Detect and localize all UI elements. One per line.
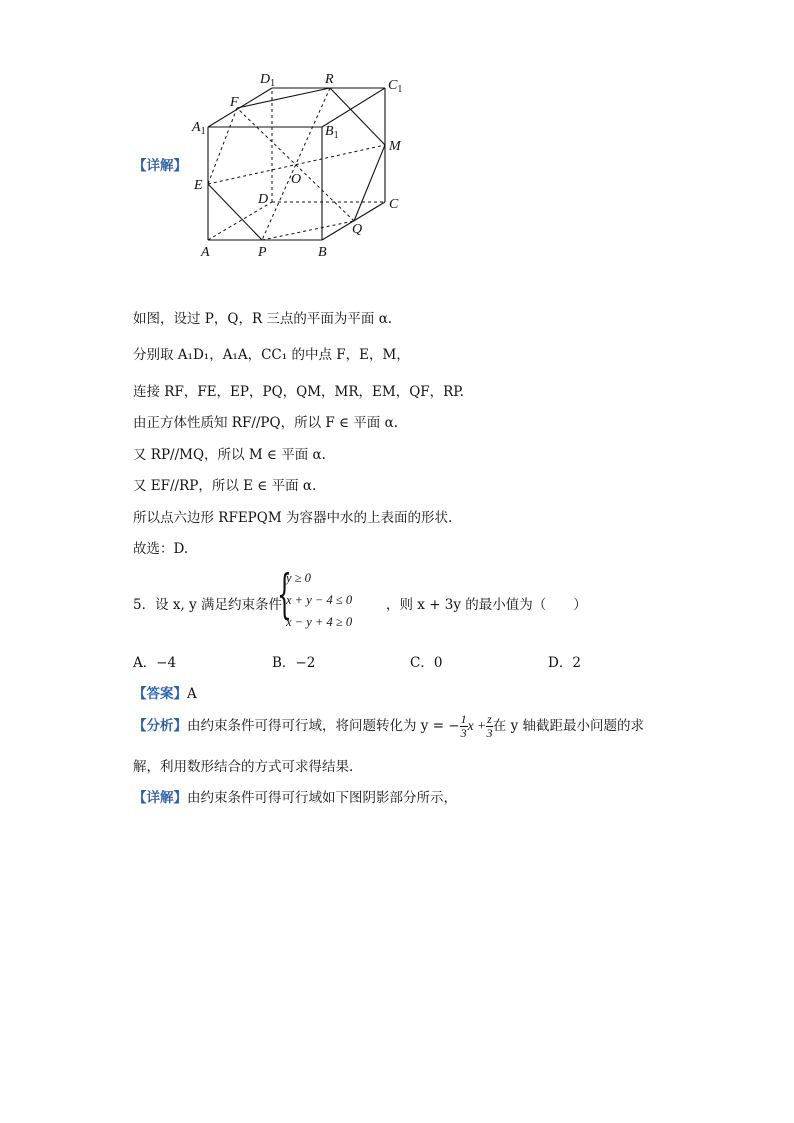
seg-q-f [237,108,354,221]
solution-line-1: 如图，设过 P，Q，R 三点的平面为平面 α. [133,311,393,327]
analysis-text-1: 由约束条件可得可行域，将问题转化为 y = − [187,718,460,734]
label-p: P [258,245,267,260]
analysis-text-3: 在 y 轴截距最小问题的求 [492,718,644,734]
option-c: C．0 [410,655,443,671]
analysis-label: 【分析】 [133,718,187,734]
question-suffix: ，则 x + 3y 的最小值为（ ） [386,597,587,613]
cube-diagram [185,65,420,265]
detail-label-2: 【详解】 [133,790,187,806]
label-o: O [291,172,302,187]
solution-line-5: 又 RP//MQ，所以 M ∈ 平面 α. [133,447,326,463]
seg-r-f [237,88,330,108]
edge-b1-c1 [322,88,385,127]
label-d: D [258,192,269,207]
answer-line [133,682,197,702]
constraint-brace: { [277,565,292,625]
option-b: B．−2 [272,655,316,671]
label-d1: $D_1$ [260,72,276,89]
detail-line-2 [133,786,457,806]
analysis-line-1 [133,711,644,741]
seg-q-m [354,145,385,221]
label-c: C [389,197,399,212]
label-f: F [230,95,239,110]
option-d: D．2 [548,655,581,671]
label-m: M [389,139,401,154]
label-c1: $C_1$ [388,78,403,95]
option-a: A．−4 [133,655,177,671]
detail-label: 【详解】 [133,158,187,174]
answer-label: 【答案】 [133,686,187,702]
constraint-2: x + y − 4 ≤ 0 [286,593,353,607]
hidden-d-a [208,202,272,240]
fraction-one-third: $\frac{1}{3}$ [460,712,467,740]
seg-f-e [208,108,237,184]
solution-line-8: 故选：D. [133,541,189,557]
label-b1: $B_1$ [325,124,339,141]
label-a: A [201,245,210,260]
fraction-z-third: $\frac{z}{3}$ [486,712,493,740]
constraint-1: y ≥ 0 [286,571,311,585]
label-e: E [194,178,203,193]
label-b: B [318,245,327,260]
answer-value: A [187,686,197,702]
seg-p-q [262,221,354,240]
seg-e-p [208,184,262,240]
solution-line-3: 连接 RF，FE，EP，PQ，QM，MR，EM，QF，RP. [133,384,464,400]
analysis-text-2: x + [467,718,487,733]
solution-line-6: 又 EF//RP，所以 E ∈ 平面 α. [133,478,317,494]
detail-text-2: 由约束条件可得可行域如下图阴影部分所示， [187,790,457,806]
question-prefix: 5．设 x, y 满足约束条件 [133,597,282,613]
analysis-line-2: 解，利用数形结合的方式可求得结果. [133,759,354,775]
solution-line-4: 由正方体性质知 RF//PQ，所以 F ∈ 平面 α. [133,415,399,431]
label-r: R [325,72,334,87]
label-q: Q [352,222,363,237]
solution-line-7: 所以点六边形 RFEPQM 为容器中水的上表面的形状. [133,510,453,526]
label-a1: $A_1$ [192,120,206,137]
solution-line-2: 分别取 A₁D₁，A₁A，CC₁ 的中点 F，E，M， [133,347,410,363]
constraint-3: x − y + 4 ≥ 0 [286,615,353,629]
